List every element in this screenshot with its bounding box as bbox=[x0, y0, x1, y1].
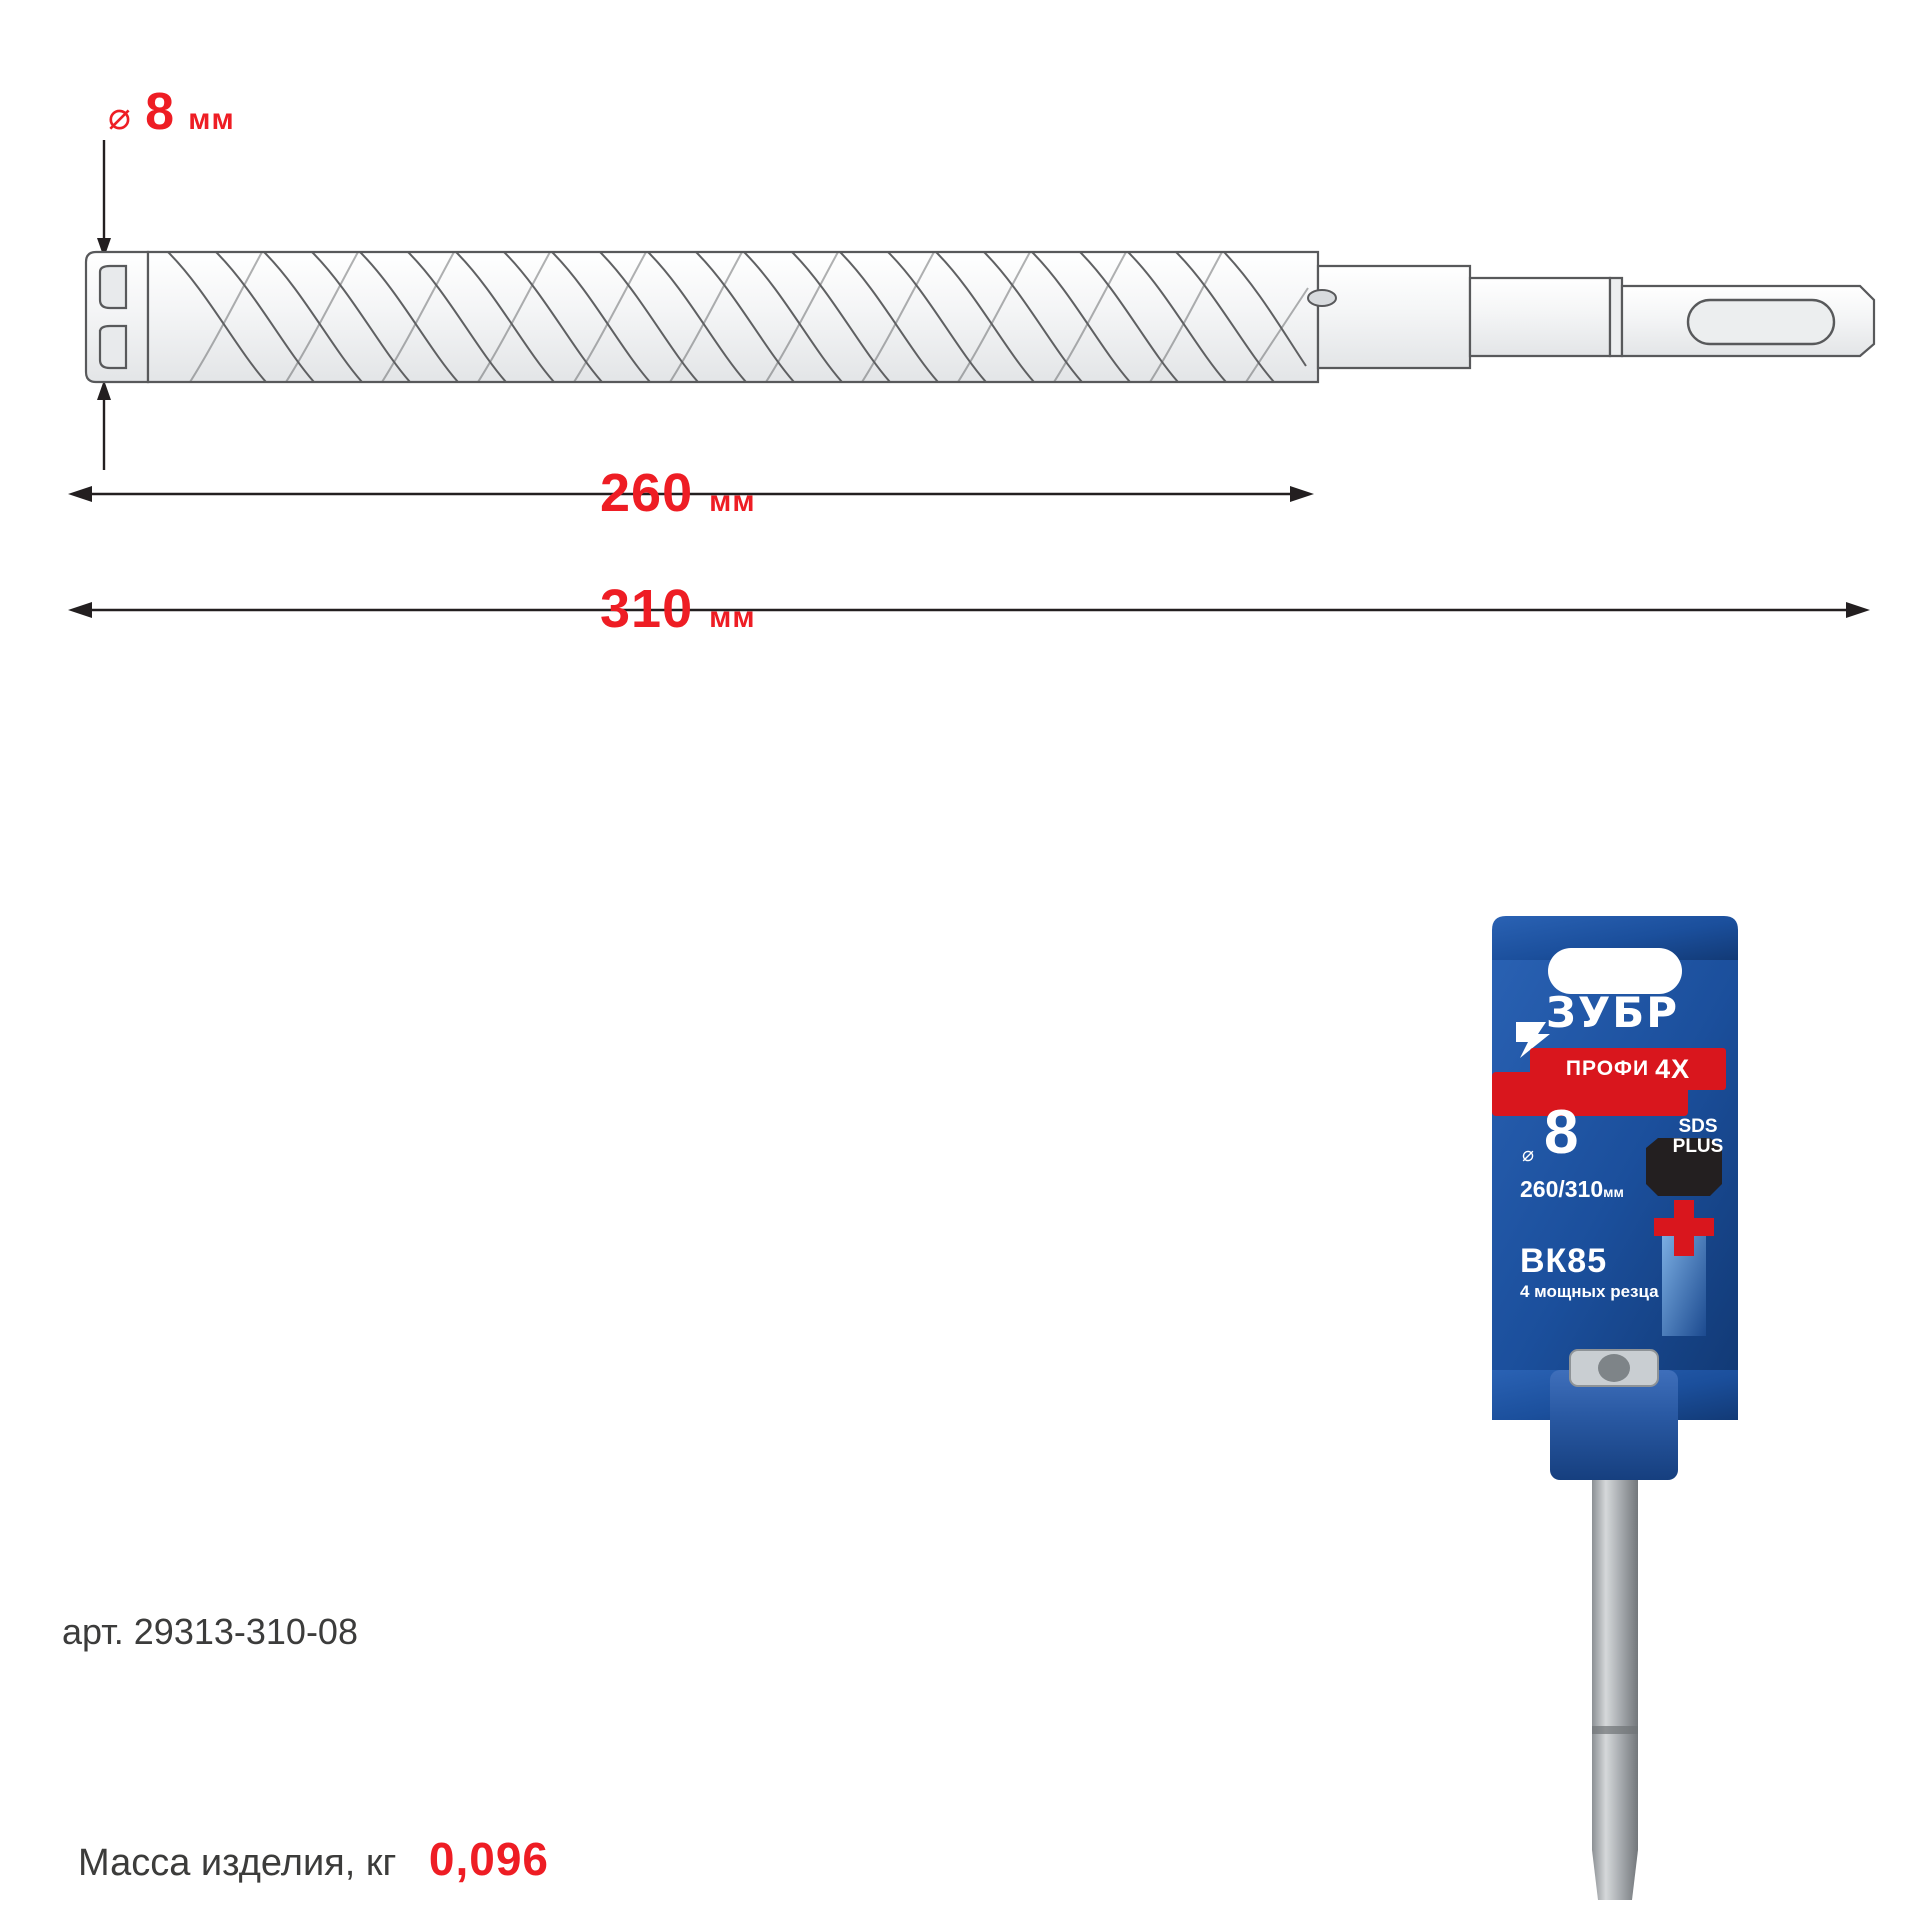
drill-bit-drawing bbox=[0, 0, 1920, 700]
diameter-unit: мм bbox=[188, 103, 235, 136]
sds-line1: SDS bbox=[1678, 1116, 1718, 1138]
sds-line2: PLUS bbox=[1672, 1136, 1724, 1157]
label-diameter: 8 bbox=[1544, 1098, 1579, 1167]
length-310-dimension-line bbox=[68, 602, 1870, 618]
article-prefix: арт. bbox=[62, 1611, 124, 1652]
label-lengths-value: 260/310 bbox=[1520, 1176, 1604, 1202]
total-length-label bbox=[600, 578, 756, 640]
brand-name: ЗУБР bbox=[1546, 988, 1680, 1037]
working-length-label bbox=[600, 462, 756, 524]
total-length-value: 310 bbox=[600, 579, 694, 639]
label-lengths-unit: мм bbox=[1603, 1184, 1624, 1200]
sds-standard-text bbox=[1660, 1106, 1736, 1168]
article-value: 29313-310-08 bbox=[133, 1611, 358, 1652]
series-name: ПРОФИ bbox=[1565, 1057, 1650, 1080]
series-suffix: 4X bbox=[1655, 1053, 1691, 1084]
total-length-unit: мм bbox=[709, 601, 756, 634]
series-badge bbox=[1530, 1048, 1726, 1090]
feature-text: 4 мощных резца bbox=[1520, 1282, 1659, 1301]
diameter-label bbox=[108, 82, 235, 142]
mass-value: 0,096 bbox=[428, 1833, 550, 1885]
label-diameter-symbol: ⌀ bbox=[1522, 1144, 1535, 1166]
sds-groove-front bbox=[1688, 300, 1834, 344]
package-label-text bbox=[1492, 930, 1762, 1420]
article-number bbox=[62, 1611, 358, 1653]
mass-row bbox=[78, 1832, 549, 1886]
diameter-value: 8 bbox=[145, 83, 176, 141]
label-lengths bbox=[1520, 1176, 1624, 1203]
carbide-grade: ВК85 bbox=[1520, 1242, 1608, 1280]
drill-shaft-tip bbox=[1592, 1850, 1638, 1900]
working-length-unit: мм bbox=[709, 485, 756, 518]
drill-shaft bbox=[1592, 1480, 1638, 1850]
drill-bit-body bbox=[86, 252, 1622, 382]
dust-port bbox=[1308, 290, 1336, 306]
working-length-value: 260 bbox=[600, 463, 694, 523]
diameter-symbol: ⌀ bbox=[108, 96, 132, 138]
mass-label: Масса изделия, кг bbox=[78, 1842, 397, 1884]
